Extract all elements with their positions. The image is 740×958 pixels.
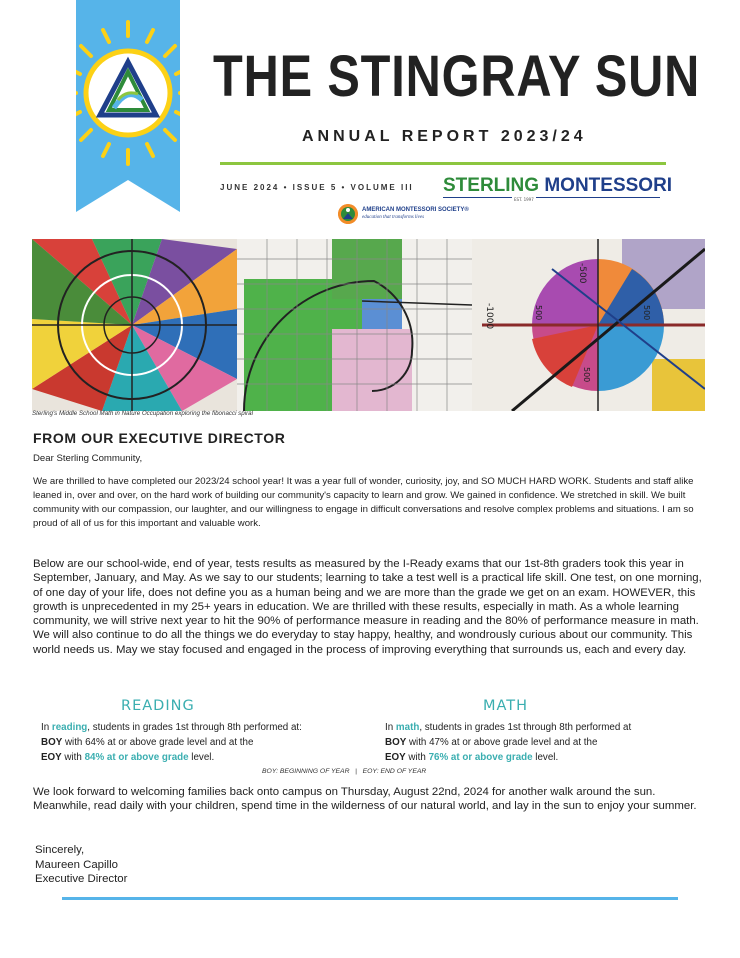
artwork-panel-pie (472, 239, 705, 411)
logo-word-sterling: STERLING (443, 175, 540, 196)
math-subject: math (395, 722, 420, 733)
section-heading: FROM OUR EXECUTIVE DIRECTOR (33, 430, 286, 446)
artwork-panel-fibonacci (237, 239, 472, 411)
photo-caption: Sterling's Middle School Math in Nature Occupation exploring the fibonacci spiral (32, 410, 253, 417)
letter-greeting: Dear Sterling Community, (33, 453, 143, 464)
artwork-panel-radial (32, 239, 237, 411)
newsletter-title: THE STINGRAY SUN (213, 44, 701, 109)
footer-divider (62, 897, 678, 900)
sterling-montessori-logo (443, 175, 672, 197)
logo-established: EST. 1997 (514, 197, 534, 202)
artwork-axis-label: -1000 (484, 303, 494, 330)
letter-paragraph-1: We are thrilled to have completed our 2023/24 school year! It was a year full of wonder, curiosity, joy, and SO MUCH HARD WORK. Students and staff alike leaned in, over and over, on the hard work of building our community's capacity to learn and grow. We gained in confidence. We stretched in skill. We built community with our compassion, our laughter, and our willingness to engage in difficult conversations and resolve complex problems and situations. I am so proud of all of us for this important and valuable work. (33, 476, 694, 529)
reading-heading: READING (121, 698, 195, 714)
reading-boy: BOY with 64% at or above grade level and at the (41, 737, 254, 748)
reading-subject: reading (51, 722, 88, 733)
logo-underline (443, 197, 660, 198)
annual-report-subtitle: ANNUAL REPORT 2023/24 (302, 128, 587, 145)
signer-name: Maureen Capillo (35, 858, 118, 871)
letter-paragraph-2: Below are our school-wide, end of year, tests results as measured by the I-Ready exams that our 1st-8th graders took this year in September, January, and May. As we say to our students; learning to take a test well is a practical life skill. One test, on one morning, of one day of your life, does not define you as a human being and we are more than the grade we get on an exam. HOWEVER, this growth is unprecedented in my 25+ years in education. We are thrilled with these results, especially in math. As a whole learning community, we will strive next year to hit the 90% of performance measure in reading and the 80% of performance measure in math. We will also continue to do all the things we do everyday to stay happy, healthy, and wondrously curious about our community. This world needs us. May we stay focused and engaged in the process of improving everything that surrounds us, each and every day. (33, 558, 702, 656)
ams-tagline: education that transforms lives (362, 215, 425, 220)
reading-intro: In reading, students in grades 1st through 8th performed at: (41, 722, 302, 733)
reading-results (41, 720, 371, 765)
math-eoy: EOY with 76% at or above grade level. (385, 752, 559, 763)
student-artwork-photo (32, 239, 705, 411)
artwork-axis-label: -500 (577, 263, 587, 284)
reading-eoy: EOY with 84% at or above grade level. (41, 752, 215, 763)
math-results (385, 720, 705, 765)
math-eoy-highlight: 76% at or above grade (428, 752, 533, 763)
logo-word-montessori: MONTESSORI (544, 175, 673, 196)
math-boy: BOY with 47% at or above grade level and at the (385, 737, 598, 748)
ams-name: AMERICAN MONTESSORI SOCIETY® (362, 207, 469, 213)
math-heading: MATH (483, 698, 529, 714)
ams-logo-icon (338, 204, 358, 224)
artwork-axis-label: 500 (582, 367, 591, 383)
math-intro: In math, students in grades 1st through 8th performed at (385, 722, 632, 733)
signer-title: Executive Director (35, 873, 128, 885)
artwork-axis-label: 500 (642, 305, 651, 321)
signature-block (35, 843, 127, 887)
header-divider (220, 162, 666, 165)
school-ribbon-logo (76, 0, 180, 212)
artwork-axis-label: 500 (534, 305, 543, 321)
closing: Sincerely, (35, 844, 85, 856)
letter-paragraph-3: We look forward to welcoming families back onto campus on Thursday, August 22nd, 2024 for another walk around the sun. Meanwhile, read daily with your children, spend time in the wilderness of our natural world, and lay in the sun to enjoy your summer. (33, 786, 697, 813)
reading-eoy-highlight: 84% at or above grade (84, 752, 189, 763)
boy-eoy-legend: BOY: BEGINNING OF YEAR | EOY: END OF YEAR (262, 768, 427, 775)
issue-line: JUNE 2024 • ISSUE 5 • VOLUME III (220, 183, 414, 192)
